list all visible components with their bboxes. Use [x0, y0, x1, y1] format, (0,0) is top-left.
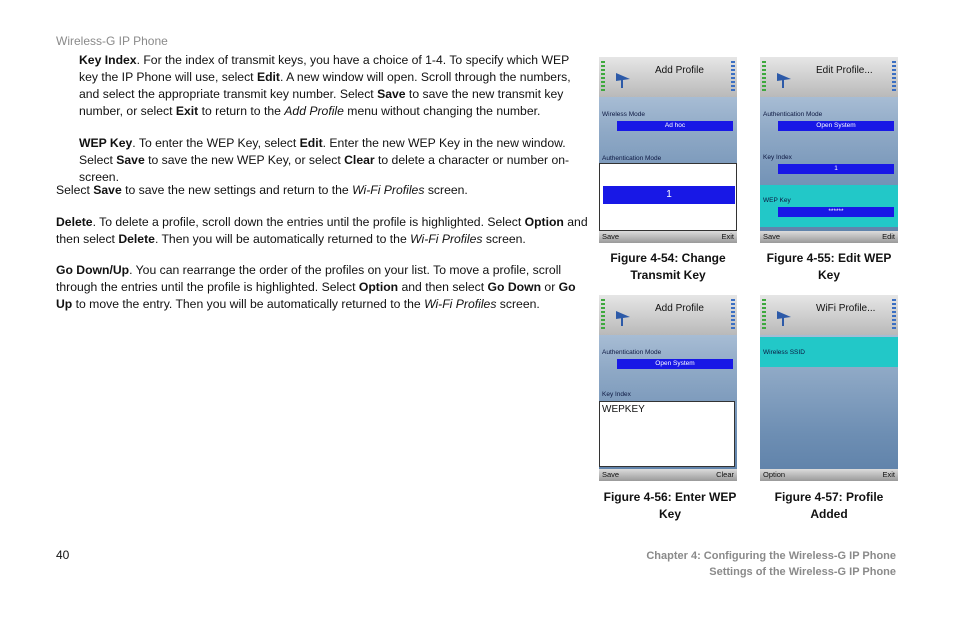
phone-titlebar: [599, 57, 737, 97]
text: . You can rearrange the order of the profiles on your list. To move a profile, scroll through the entries until the profile is highlighted. Select: [56, 263, 562, 294]
authentication-mode-label: Authentication Mode: [602, 155, 662, 162]
text: screen.: [424, 183, 468, 197]
screen-title: Add Profile: [655, 65, 704, 76]
save-softkey[interactable]: Save: [602, 232, 620, 241]
text: menu without changing the number.: [343, 104, 541, 118]
soft-key-bar: [760, 469, 898, 481]
text: to save the new transmit key number, or select: [79, 87, 564, 118]
bold: Go Down: [487, 280, 542, 294]
page-number: 40: [56, 548, 70, 562]
wireless-mode-label: Wireless Mode: [602, 111, 645, 118]
italic: Add Profile: [284, 104, 344, 118]
save-paragraph: [56, 182, 586, 199]
authentication-mode-label: Authentication Mode: [602, 349, 662, 356]
antenna-icon: [613, 307, 633, 327]
profile-row-selected[interactable]: [760, 337, 898, 367]
save-softkey[interactable]: Save: [602, 470, 620, 479]
bold: Delete: [118, 232, 155, 246]
text: to save the new WEP Key, or select: [144, 153, 345, 167]
text: Select: [56, 183, 94, 197]
antenna-icon: [774, 307, 794, 327]
caption-line: Figure 4-57: Profile: [774, 490, 884, 504]
wep-key-paragraph: [79, 135, 589, 186]
caption-line: Added: [810, 507, 848, 521]
screen-title: Add Profile: [655, 303, 704, 314]
antenna-icon: [774, 69, 794, 89]
text: screen.: [496, 297, 540, 311]
caption-line: Key: [817, 268, 840, 282]
battery-icon: [892, 61, 896, 93]
running-header: Wireless-G IP Phone: [56, 34, 168, 48]
italic: Wi-Fi Profiles: [352, 183, 425, 197]
signal-strength-icon: [601, 299, 605, 331]
soft-key-bar: [760, 231, 898, 243]
save-softkey[interactable]: Save: [763, 232, 781, 241]
authentication-mode-label: Authentication Mode: [763, 111, 823, 118]
delete-paragraph: [56, 214, 589, 248]
italic: Wi-Fi Profiles: [410, 232, 483, 246]
bold: Option: [358, 280, 399, 294]
authentication-mode-value: Open System: [617, 359, 733, 369]
term: Delete: [56, 215, 93, 229]
text: and then select: [56, 215, 588, 246]
bold: Exit: [175, 104, 199, 118]
exit-softkey[interactable]: Exit: [882, 470, 895, 479]
wireless-ssid-label: Wireless SSID: [763, 349, 805, 356]
text: . Then you will be automatically returned to the: [154, 232, 411, 246]
bold: Clear: [344, 153, 375, 167]
bold: Go Up: [56, 280, 576, 311]
text: and then select: [398, 280, 488, 294]
bold: Edit: [299, 136, 323, 150]
wep-key-value: ******: [778, 207, 894, 217]
term: Key Index: [79, 53, 137, 67]
soft-key-bar: [599, 469, 737, 481]
caption-line: Transmit Key: [630, 268, 706, 282]
term: WEP Key: [79, 136, 133, 150]
go-down-up-paragraph: [56, 262, 589, 313]
wep-key-row-selected[interactable]: [760, 185, 898, 227]
wep-key-label: WEP Key: [763, 197, 791, 204]
clear-softkey[interactable]: Clear: [716, 470, 734, 479]
key-index-label: Key Index: [763, 154, 792, 161]
text: . A new window will open. Scroll through the numbers, and select the appropriate transmit key number. Select: [79, 70, 571, 101]
battery-icon: [892, 299, 896, 331]
footer-chapter: Chapter 4: Configuring the Wireless-G IP Phone: [646, 550, 896, 562]
text: . For the index of transmit keys, you have a choice of 1-4. To specify which WEP key the IP Phone will use, select: [79, 53, 569, 84]
figure-4-54-caption: [599, 250, 737, 284]
caption-line: Key: [658, 507, 681, 521]
phone-titlebar: [760, 295, 898, 335]
text: . Enter the new WEP Key in the new window. Select: [79, 136, 566, 167]
term: Go Down/Up: [56, 263, 130, 277]
bold: Save: [377, 87, 406, 101]
text: to move the entry. Then you will be automatically returned to the: [72, 297, 425, 311]
text: screen.: [482, 232, 526, 246]
figure-4-57-caption: [760, 489, 898, 523]
figure-4-57-screenshot: [760, 295, 898, 481]
wep-key-input[interactable]: WEPKEY: [599, 401, 735, 467]
key-index-label: Key Index: [602, 391, 631, 398]
transmit-key-input[interactable]: 1: [603, 186, 735, 204]
bold: Save: [116, 153, 145, 167]
caption-line: Figure 4-55: Edit WEP: [766, 251, 892, 265]
option-softkey[interactable]: Option: [763, 470, 786, 479]
signal-strength-icon: [762, 61, 766, 93]
text: to delete a character or number on-screen.: [79, 153, 570, 184]
battery-icon: [731, 299, 735, 331]
soft-key-bar: [599, 231, 737, 243]
caption-line: Figure 4-56: Enter WEP: [603, 490, 737, 504]
phone-titlebar: [760, 57, 898, 97]
bold: Edit: [256, 70, 280, 84]
text: . To delete a profile, scroll down the entries until the profile is highlighted. Select: [92, 215, 525, 229]
figure-4-55-caption: [760, 250, 898, 284]
authentication-mode-value: Open System: [778, 121, 894, 131]
battery-icon: [731, 61, 735, 93]
exit-softkey[interactable]: Exit: [721, 232, 734, 241]
caption-line: Figure 4-54: Change: [610, 251, 726, 265]
text: . To enter the WEP Key, select: [132, 136, 300, 150]
text: to save the new settings and return to the: [121, 183, 353, 197]
edit-softkey[interactable]: Edit: [882, 232, 895, 241]
bold: Save: [93, 183, 122, 197]
text: or: [541, 280, 559, 294]
footer-section: Settings of the Wireless-G IP Phone: [709, 566, 896, 578]
figure-4-56-screenshot: [599, 295, 737, 481]
running-footer: [646, 548, 896, 580]
screen-title: WiFi Profile...: [816, 303, 876, 314]
italic: Wi-Fi Profiles: [424, 297, 497, 311]
antenna-icon: [613, 69, 633, 89]
text: to return to the: [198, 104, 285, 118]
signal-strength-icon: [601, 61, 605, 93]
phone-titlebar: [599, 295, 737, 335]
figure-4-56-caption: [599, 489, 741, 523]
bold: Option: [524, 215, 564, 229]
key-index-value: 1: [778, 164, 894, 174]
transmit-key-dialog: [599, 163, 737, 231]
screen-title: Edit Profile...: [816, 65, 873, 76]
figure-4-54-screenshot: [599, 57, 737, 243]
wireless-mode-value: Ad hoc: [617, 121, 733, 131]
key-index-paragraph: [79, 52, 589, 120]
figure-4-55-screenshot: [760, 57, 898, 243]
signal-strength-icon: [762, 299, 766, 331]
